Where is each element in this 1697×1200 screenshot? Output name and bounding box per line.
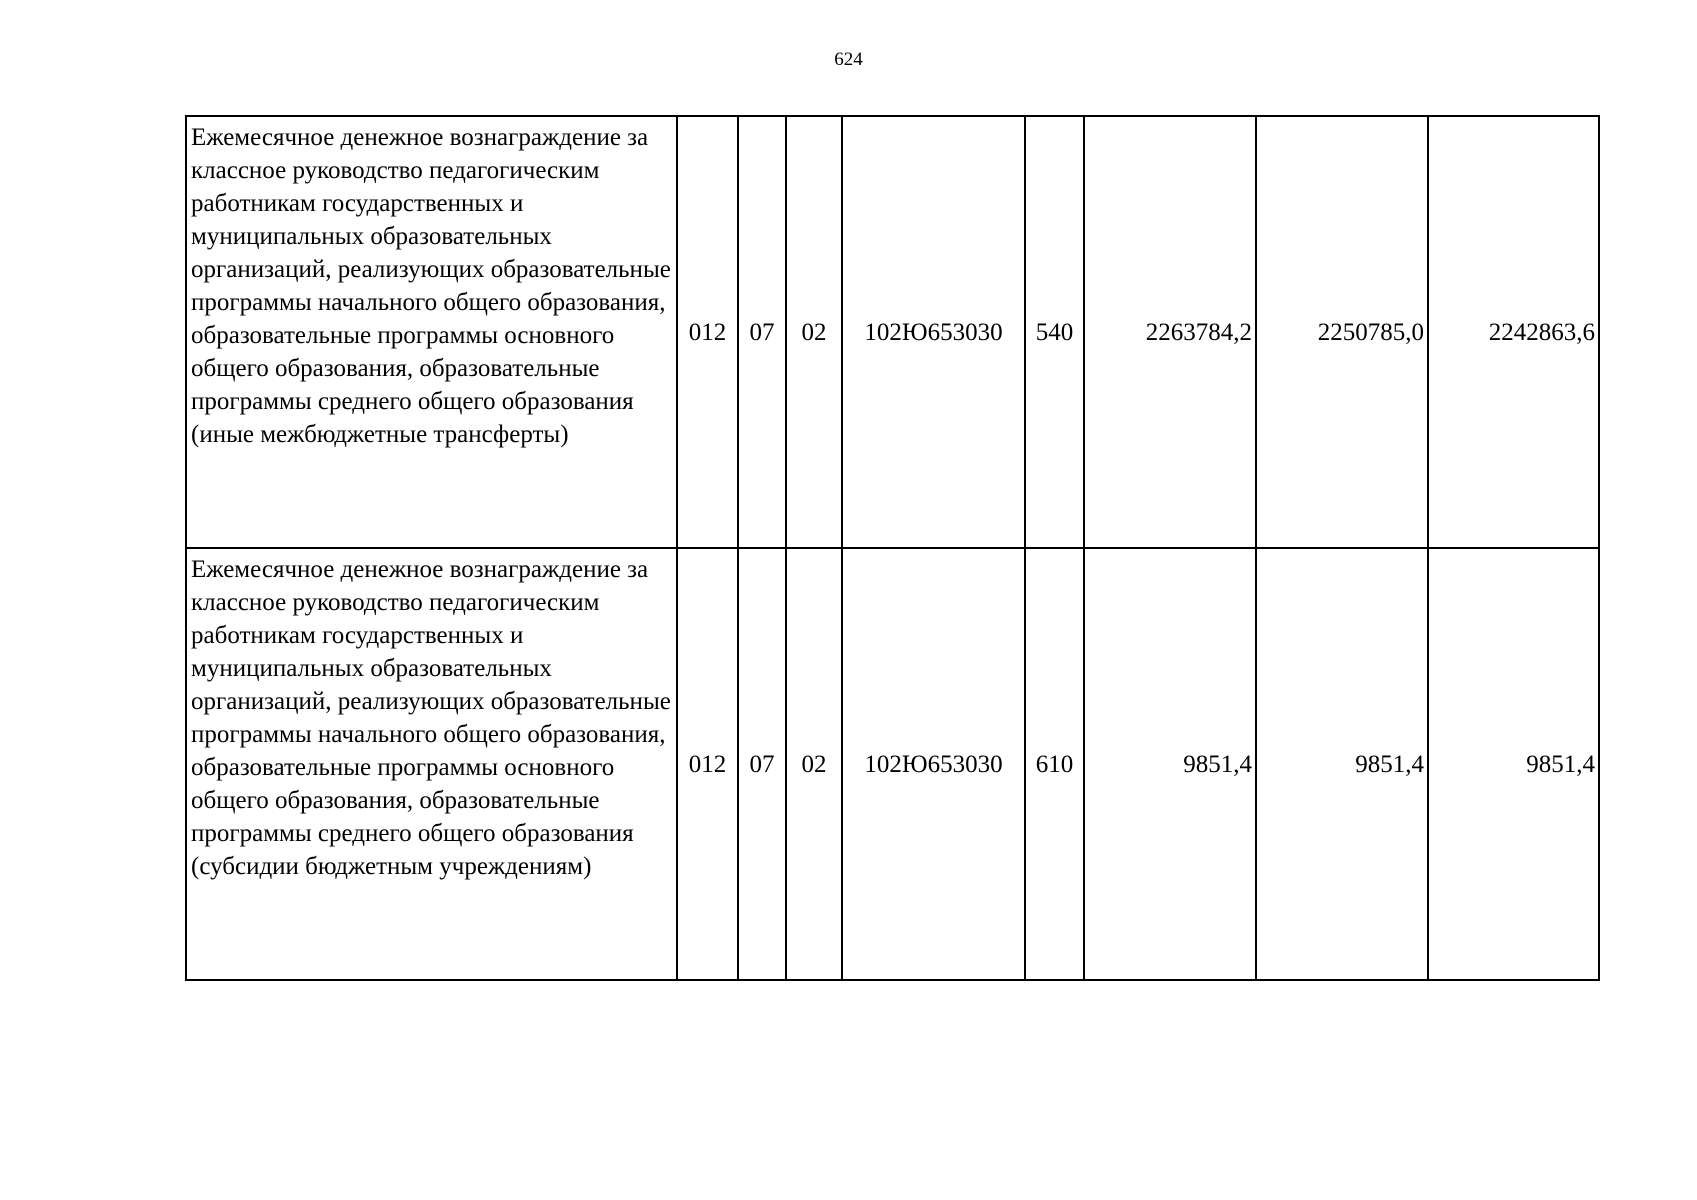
subsection-code: 02	[786, 116, 842, 548]
page-number: 624	[834, 49, 863, 70]
amount-year-1: 2263784,2	[1084, 116, 1256, 548]
amount-year-2: 9851,4	[1256, 548, 1428, 980]
section-code: 07	[738, 548, 786, 980]
section-code: 07	[738, 116, 786, 548]
table-row	[186, 116, 1599, 548]
amount-year-2: 2250785,0	[1256, 116, 1428, 548]
target-article-code: 102Ю653030	[842, 116, 1025, 548]
budget-table	[185, 115, 1600, 981]
ministry-code: 012	[677, 116, 738, 548]
subsection-code: 02	[786, 548, 842, 980]
row-description: Ежемесячное денежное вознаграждение за классное руководство педагогическим работникам государственных и муниципальных образовательных организаций, реализующих образовательные программы начального общего образования, образовательные программы основного общего образования, образовательные программы среднего общего образования (субсидии бюджетным учреждениям)	[186, 548, 677, 980]
ministry-code: 012	[677, 548, 738, 980]
target-article-code: 102Ю653030	[842, 548, 1025, 980]
amount-year-3: 2242863,6	[1428, 116, 1599, 548]
amount-year-1: 9851,4	[1084, 548, 1256, 980]
amount-year-3: 9851,4	[1428, 548, 1599, 980]
expense-type-code: 540	[1025, 116, 1084, 548]
row-description: Ежемесячное денежное вознаграждение за классное руководство педагогическим работникам государственных и муниципальных образовательных организаций, реализующих образовательные программы начального общего образования, образовательные программы основного общего образования, образовательные программы среднего общего образования (иные межбюджетные трансферты)	[186, 116, 677, 548]
table-row	[186, 548, 1599, 980]
expense-type-code: 610	[1025, 548, 1084, 980]
